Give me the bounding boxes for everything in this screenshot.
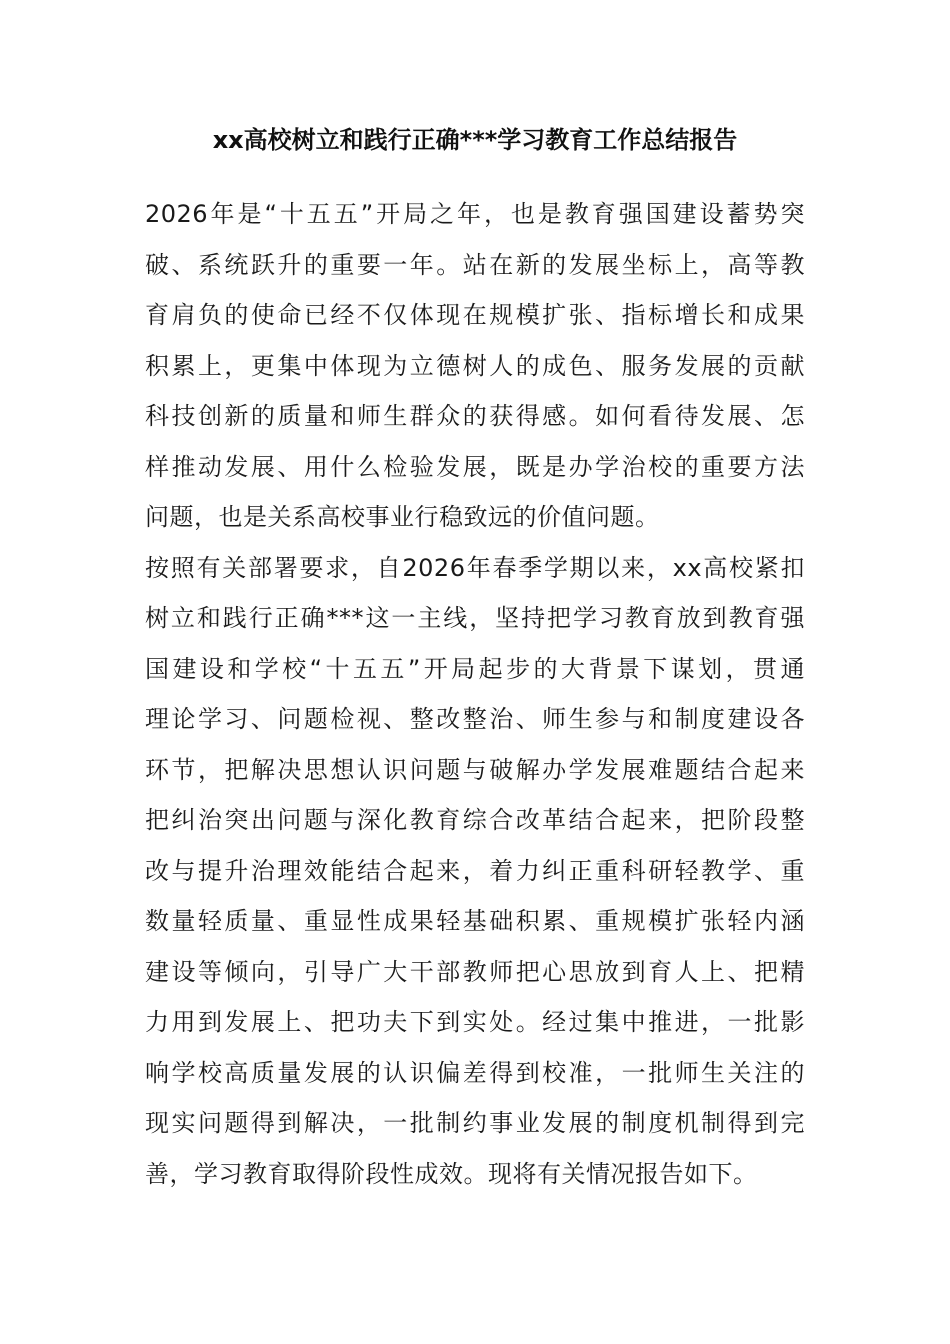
text-line: 样推动发展、用什么检验发展，既是办学治校的重要方法 (145, 452, 805, 481)
paragraph-overview (145, 543, 805, 1200)
text-line: 按照有关部署要求，自2026年春季学期以来，xx高校紧扣 (145, 553, 805, 582)
paragraph-intro (145, 189, 805, 543)
text-line: 树立和践行正确***这一主线，坚持把学习教育放到教育强 (145, 604, 805, 632)
text-line: 数量轻质量、重显性成果轻基础积累、重规模扩张轻内涵 (145, 907, 805, 935)
text-line: 环节，把解决思想认识问题与破解办学发展难题结合起来 (145, 755, 805, 784)
text-line: 问题，也是关系高校事业行稳致远的价值问题。 (145, 503, 660, 531)
document-body (145, 189, 805, 1199)
text-line: 现实问题得到解决，一批制约事业发展的制度机制得到完 (145, 1109, 805, 1137)
text-line: 善，学习教育取得阶段性成效。现将有关情况报告如下。 (145, 1159, 758, 1188)
text-line: 响学校高质量发展的认识偏差得到校准，一批师生关注的 (145, 1058, 805, 1087)
text-line: 建设等倾向，引导广大干部教师把心思放到育人上、把精 (145, 957, 805, 986)
text-line: 把纠治突出问题与深化教育综合改革结合起来，把阶段整 (145, 806, 805, 834)
text-line: 破、系统跃升的重要一年。站在新的发展坐标上，高等教 (145, 250, 805, 279)
text-line: 理论学习、问题检视、整改整治、师生参与和制度建设各 (145, 705, 805, 733)
text-line: 2026年是“十五五”开局之年，也是教育强国建设蓄势突 (145, 200, 805, 228)
document-title: xx高校树立和践行正确***学习教育工作总结报告 (212, 126, 738, 154)
text-line: 科技创新的质量和师生群众的获得感。如何看待发展、怎 (145, 402, 805, 430)
text-line: 力用到发展上、把功夫下到实处。经过集中推进，一批影 (145, 1008, 805, 1036)
text-line: 育肩负的使命已经不仅体现在规模扩张、指标增长和成果 (145, 301, 805, 329)
text-line: 国建设和学校“十五五”开局起步的大背景下谋划，贯通 (145, 654, 805, 683)
text-line: 积累上，更集中体现为立德树人的成色、服务发展的贡献 (145, 351, 805, 380)
text-line: 改与提升治理效能结合起来，着力纠正重科研轻教学、重 (145, 856, 805, 885)
